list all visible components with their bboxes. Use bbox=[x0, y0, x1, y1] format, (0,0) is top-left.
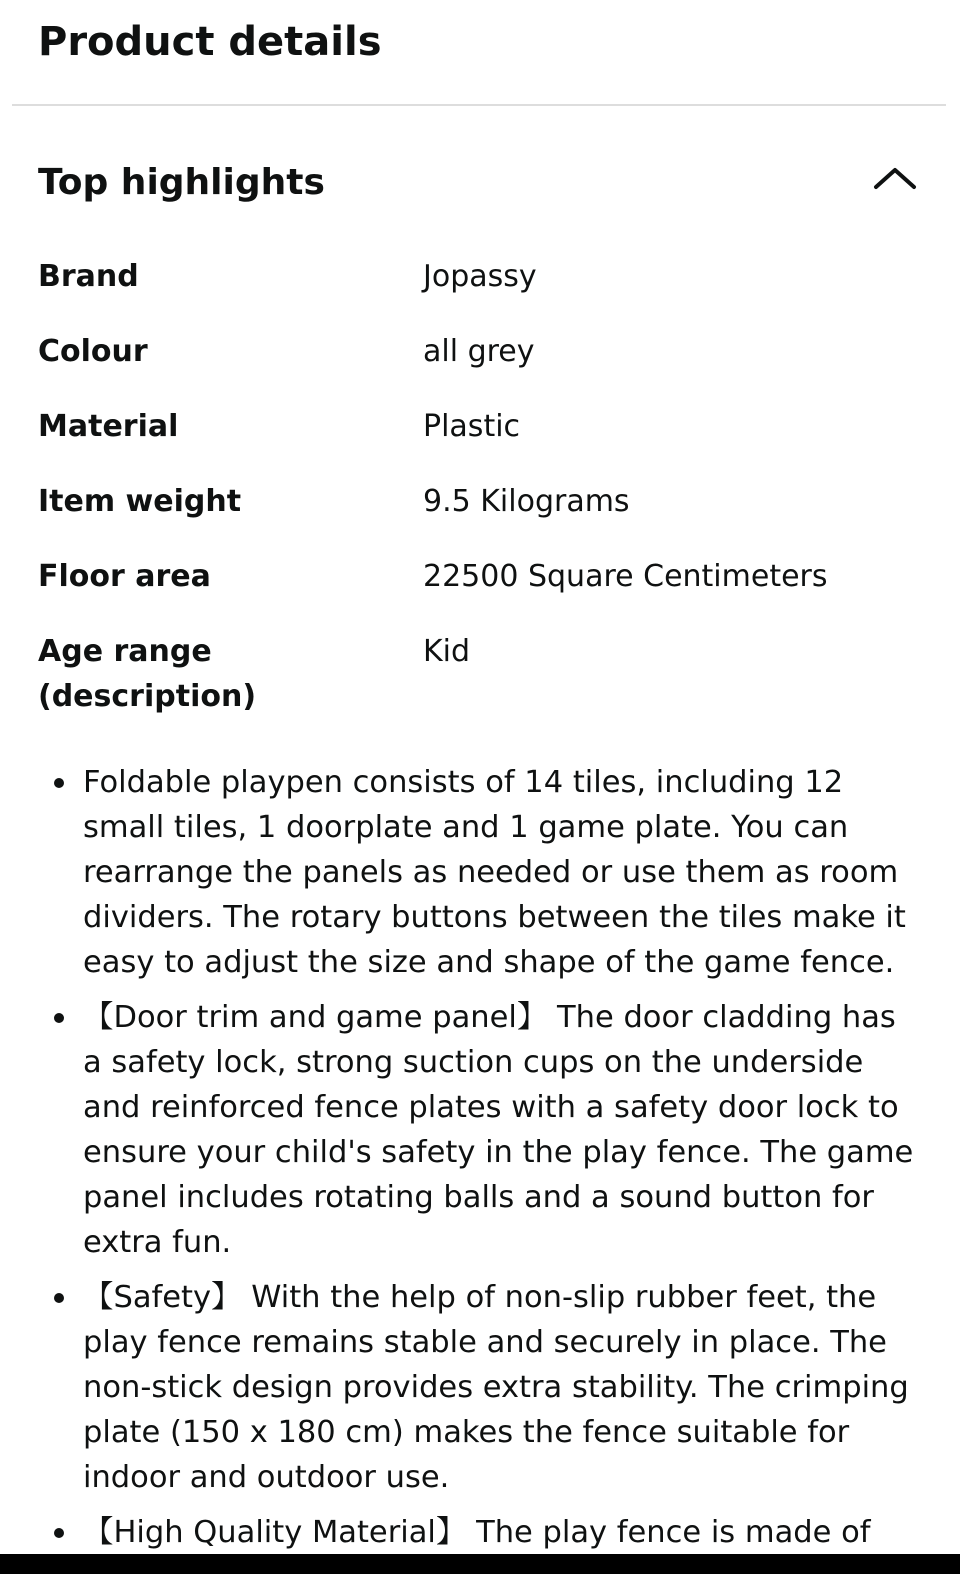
bullet-text: 【High Quality Material】 The play fence is made of bbox=[83, 1515, 871, 1550]
spec-label: Age range (description) bbox=[38, 634, 257, 714]
section-title: Top highlights bbox=[38, 162, 325, 203]
list-item bbox=[0, 760, 960, 985]
spec-label: Floor area bbox=[38, 559, 211, 594]
feature-bullet-list bbox=[0, 760, 960, 1565]
spec-label: Item weight bbox=[38, 484, 242, 519]
page-title: Product details bbox=[38, 19, 382, 65]
divider bbox=[12, 104, 946, 106]
spec-value: Jopassy bbox=[423, 259, 537, 294]
list-item bbox=[0, 1275, 960, 1500]
spec-row-material bbox=[38, 404, 938, 479]
bullet-dot-icon bbox=[54, 778, 64, 788]
spec-row-item-weight bbox=[38, 479, 938, 554]
spec-row-age-range bbox=[38, 629, 938, 729]
spec-row-floor-area bbox=[38, 554, 938, 629]
list-item bbox=[0, 1510, 960, 1555]
spec-value: all grey bbox=[423, 334, 535, 369]
spec-label: Colour bbox=[38, 334, 148, 369]
spec-value: Plastic bbox=[423, 409, 521, 444]
bottom-edge-bar bbox=[0, 1554, 960, 1574]
bullet-text: 【Door trim and game panel】 The door cladding has a safety lock, strong suction cups on the underside and reinforced fence plates with a safety door lock to ensure your child's safety in the play fence. The game panel includes rotating balls and a sound button for extra fun. bbox=[83, 1000, 914, 1260]
bullet-text: 【Safety】 With the help of non-slip rubber feet, the play fence remains stable and securely in place. The non-stick design provides extra stability. The crimping plate (150 x 180 cm) makes the fence suitable for indoor and outdoor use. bbox=[83, 1280, 909, 1495]
bullet-dot-icon bbox=[54, 1293, 64, 1303]
spec-row-brand bbox=[38, 254, 938, 329]
list-item bbox=[0, 995, 960, 1265]
spec-value: Kid bbox=[423, 634, 471, 669]
spec-value: 22500 Square Centimeters bbox=[423, 559, 828, 594]
bullet-dot-icon bbox=[54, 1013, 64, 1023]
spec-label: Material bbox=[38, 409, 179, 444]
chevron-up-icon[interactable] bbox=[870, 160, 920, 200]
bullet-dot-icon bbox=[54, 1528, 64, 1538]
spec-table bbox=[38, 254, 938, 729]
spec-row-colour bbox=[38, 329, 938, 404]
spec-value: 9.5 Kilograms bbox=[423, 484, 630, 519]
bullet-text: Foldable playpen consists of 14 tiles, including 12 small tiles, 1 doorplate and 1 game plate. You can rearrange the panels as needed or use them as room dividers. The rotary buttons between the tiles make it easy to adjust the size and shape of the game fence. bbox=[83, 765, 906, 980]
spec-label: Brand bbox=[38, 259, 139, 294]
